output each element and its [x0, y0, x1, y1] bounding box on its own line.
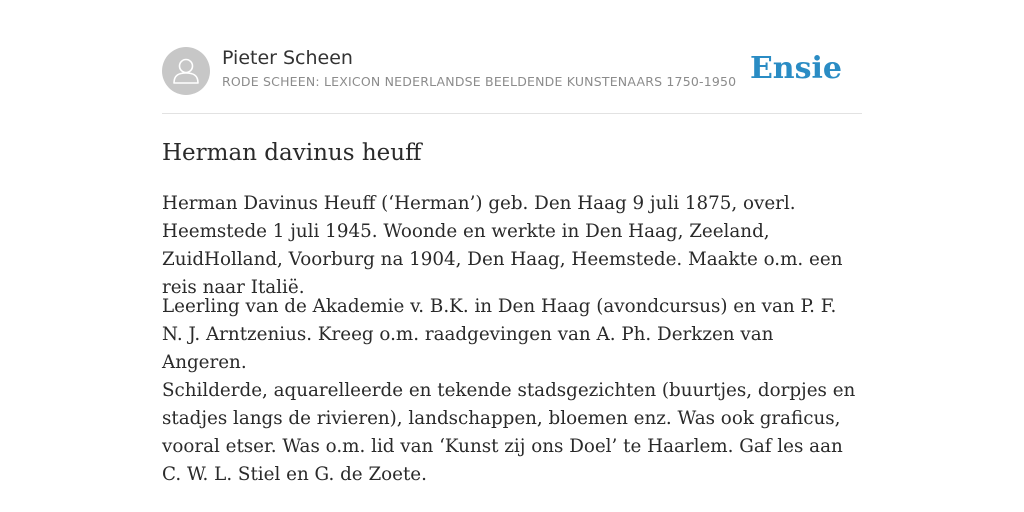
article-card [162, 0, 862, 512]
paragraph-3: Schilderde, aquarelleerde en tekende stadsgezichten (buurtjes, dorpjes en stadjes langs de rivieren), landschappen, bloemen enz. Was ook graficus, vooral etser. Was o.m. lid van ‘Kunst zij ons Doel’ te Haarlem. Gaf les aan C. W. L. Stiel en G. de Zoete. [162, 380, 856, 485]
paragraph-1: Herman Davinus Heuff (‘Herman’) geb. Den Haag 9 juli 1875, overl. Heemstede 1 juli 1945. Woonde en werkte in Den Haag, Zeeland, ZuidHolland, Voorburg na 1904, Den Haag, Heemstede. Maakte o.m. een reis naar Italië. [162, 193, 843, 298]
brand-logo[interactable]: Ensie [749, 51, 842, 86]
page-title: Herman davinus heuff [162, 140, 422, 166]
divider [162, 113, 862, 114]
user-icon [162, 47, 210, 95]
author-source: RODE SCHEEN: LEXICON NEDERLANDSE BEELDENDE KUNSTENAARS 1750-1950 [222, 74, 737, 89]
author-name[interactable]: Pieter Scheen [222, 47, 353, 69]
paragraph-2: Leerling van de Akademie v. B.K. in Den Haag (avondcursus) en van P. F. N. J. Arntzenius. Kreeg o.m. raadgevingen van A. Ph. Derkzen van Angeren. [162, 296, 837, 373]
author-header [162, 46, 862, 96]
avatar[interactable] [162, 47, 210, 95]
